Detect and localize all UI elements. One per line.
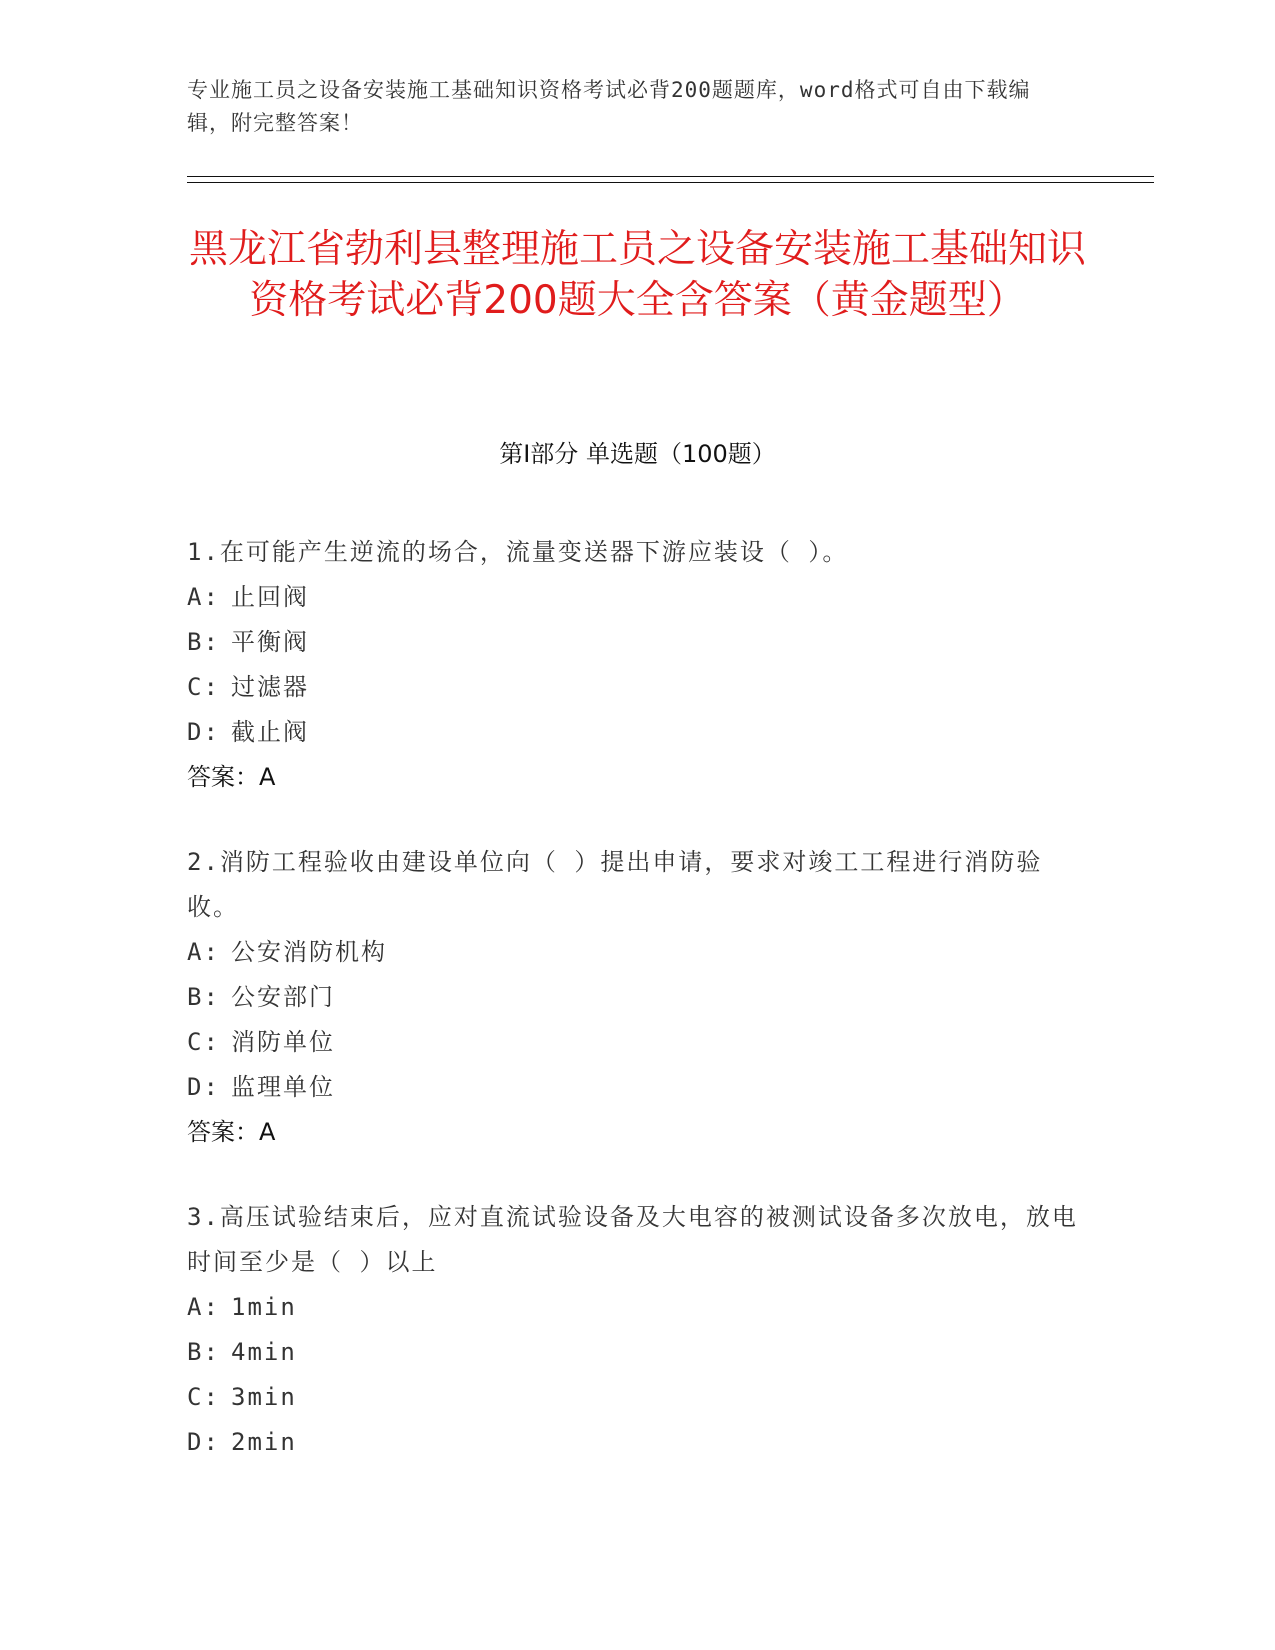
option-key: B:	[187, 983, 220, 1011]
option-text: 监理单位	[231, 1073, 335, 1101]
section-title: 第I部分 单选题（100题）	[499, 440, 776, 468]
option-d	[187, 710, 1087, 755]
option-key: A:	[187, 583, 220, 611]
option-text: 2min	[231, 1428, 297, 1456]
document-title: 黑龙江省勃利县整理施工员之设备安装施工基础知识资格考试必背200题大全含答案（黄金题型）	[188, 227, 1086, 323]
option-b	[187, 620, 1087, 665]
option-key: D:	[187, 1428, 220, 1456]
option-d	[187, 1065, 1087, 1110]
option-key: D:	[187, 718, 220, 746]
option-key: B:	[187, 628, 220, 656]
option-a	[187, 930, 1087, 975]
option-text: 3min	[231, 1383, 297, 1411]
option-text: 1min	[231, 1293, 297, 1321]
header-rule-top	[187, 176, 1154, 177]
answer-line	[187, 1110, 1087, 1155]
option-text: 公安部门	[231, 983, 335, 1011]
question-2	[187, 840, 1087, 1155]
option-key: A:	[187, 938, 220, 966]
option-text: 消防单位	[231, 1028, 335, 1056]
question-stem: 2.消防工程验收由建设单位向（ ）提出申请，要求对竣工工程进行消防验收。	[187, 848, 1043, 921]
option-text: 4min	[231, 1338, 297, 1366]
answer-value: A	[259, 1118, 276, 1146]
option-b	[187, 1330, 1087, 1375]
question-stem: 3.高压试验结束后，应对直流试验设备及大电容的被测试设备多次放电，放电时间至少是（ ）以上	[187, 1203, 1078, 1276]
question-list	[187, 530, 1087, 1505]
option-text: 过滤器	[231, 673, 309, 701]
option-key: B:	[187, 1338, 220, 1366]
header-note: 专业施工员之设备安装施工基础知识资格考试必背200题题库，word格式可自由下载编辑，附完整答案！	[187, 78, 1031, 135]
answer-value: A	[259, 763, 276, 791]
option-text: 止回阀	[231, 583, 309, 611]
question-3	[187, 1195, 1087, 1465]
option-c	[187, 1020, 1087, 1065]
option-key: A:	[187, 1293, 220, 1321]
option-text: 公安消防机构	[231, 938, 387, 966]
option-c	[187, 665, 1087, 710]
option-d	[187, 1420, 1087, 1465]
header-rule-bottom	[187, 182, 1154, 183]
question-1	[187, 530, 1087, 800]
option-a	[187, 1285, 1087, 1330]
option-c	[187, 1375, 1087, 1420]
option-b	[187, 975, 1087, 1020]
option-key: D:	[187, 1073, 220, 1101]
option-text: 截止阀	[231, 718, 309, 746]
option-key: C:	[187, 673, 220, 701]
option-a	[187, 575, 1087, 620]
option-text: 平衡阀	[231, 628, 309, 656]
question-stem: 1.在可能产生逆流的场合，流量变送器下游应装设（ ）。	[187, 538, 849, 566]
answer-line	[187, 755, 1087, 800]
answer-label: 答案：	[187, 1118, 259, 1146]
option-key: C:	[187, 1383, 220, 1411]
answer-label: 答案：	[187, 763, 259, 791]
option-key: C:	[187, 1028, 220, 1056]
